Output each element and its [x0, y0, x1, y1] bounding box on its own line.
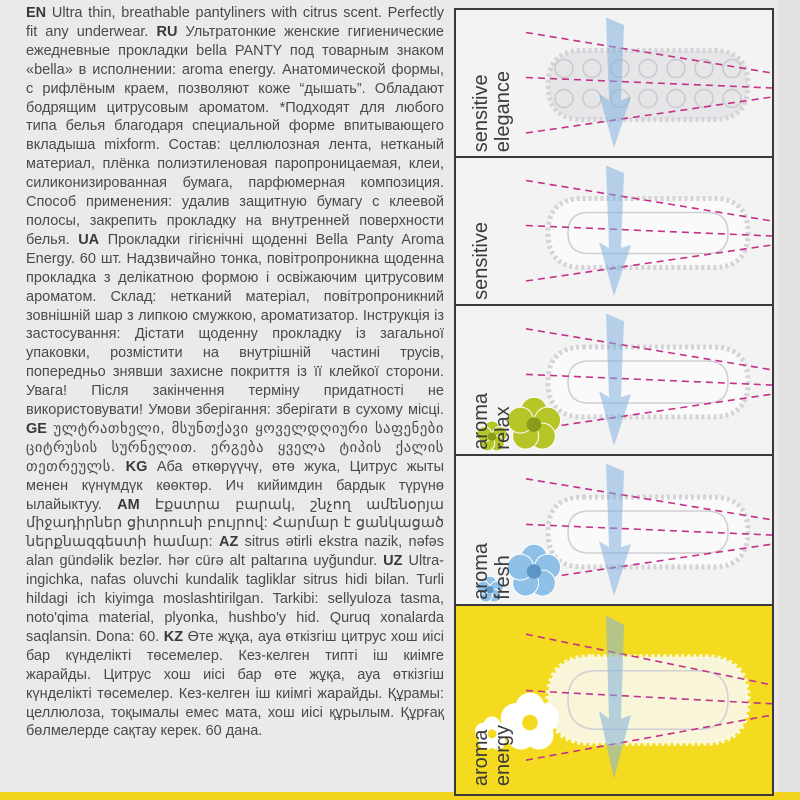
variant-panel-4 — [454, 454, 774, 610]
description-text-ru: Ультратонкие женские гигиенические ежедневные прокладки bella PANTY под товарным знаком «bella» в исполнении: aroma energy. Анатомической формы, с рифлёным краем, позволяют коже “дышать”. Обладают бодрящим цитрусовым ароматом. *Подходят для любого типа белья благодаря специальной форме впитывающего вкладыша mixform. Состав: целлюлозная лента, нетканый материал, плёнка полиэтиленовая паропроницаемая, клеи, силиконизированная бумага, парфюмерная композиция. Способ применения: удалив защитную бумагу с клеевой полосы, закрепить прокладку на внутренней поверхности белья. — [26, 23, 444, 248]
description-text-az: sitrus ətirli ekstra nazik, nəfəs alan gündəlik bezlər. hər cürə alt paltarına uyğundur. — [26, 534, 444, 570]
description-text-am: Էքստրա բարակ, շնչող ամենօրյա միջադիրներ ցիտրուսի բույրով: Հարմար է ցանկացած ներքնազգեստի համար: — [26, 496, 444, 551]
description-paragraph — [26, 4, 444, 741]
package-edge — [778, 0, 800, 800]
multilingual-description — [26, 4, 444, 741]
variant-label-line: sensitive — [470, 74, 492, 152]
description-text-ua: Прокладки гігієнічні щоденні Bella Panty Aroma Energy. 60 шт. Надзвичайно тонка, повітропроникна щоденна прокладка з делікатною формою і освіжаючим цитрусовим ароматом. Склад: нетканий матеріал, повітропроникний зовнішній шар з липкою смужкою, ароматизатор. Інструкція із застосування: Дістати щоденну прокладку із загальної упаковки, розмістити на внутрішній частині трусів, попередньо знявши захисне покриття із її клейкої сторони. Увага! Після закінчення терміну придатності не використовувати! Умови зберігання: зберігати в сухому місці. — [26, 231, 445, 419]
variant-label — [470, 393, 514, 450]
language-code-kz: KZ — [163, 628, 184, 645]
language-code-kg: KG — [125, 458, 148, 475]
variant-label — [470, 222, 492, 300]
description-text-kz: Өте жұқа, ауа өткізгіш цитрус хош иісі бар күнделікті төсемелер. Кез-келген типті іш киімге жарайды. Цитрус хош иісі бар өте жұқа, ауа өткізгіш күнделікті төсемелер. Кез-келген іш киімгі жарайды. Құрамы: целлюлоза, тоқымалы емес мата, хош иісі құрылым. Құрғақ бөлмелерде сақтау керек. 60 дана. — [26, 628, 444, 740]
variant-panel-2 — [454, 156, 774, 310]
language-code-ge: GE — [26, 420, 47, 437]
flower-icon — [507, 397, 560, 449]
description-text-en: Ultra thin, breathable pantyliners with citrus scent. Perfectly fit any underwear. — [26, 5, 444, 40]
variant-label — [470, 725, 514, 786]
product-variants-panel — [454, 8, 772, 792]
variant-label-line: aroma — [470, 393, 492, 450]
variant-label — [470, 543, 514, 600]
variant-label-line: relax — [492, 406, 514, 450]
description-text-kg: Аба өткөрүүчү, өтө жука, Цитрус жыты менен күнүмдүк көөктөр. Ич кийимдин бардык түрүнө ылайыктуу. — [26, 458, 444, 513]
variant-label-line: aroma — [470, 543, 492, 600]
language-code-ua: UA — [78, 231, 100, 248]
variant-panel-1 — [454, 8, 774, 162]
description-text-uz: Ultra-ingichka, nafas oluvchi kundalik tagliklar sitrus hidi bilan. Turli hildagi ich kiyimga moslashtirilgan. Tarkibi: sellyuloza tasma, noto'qima material, plyonka, hushbo'y hid. Quruq xonalarda saqlansin. Dona: 60. — [26, 553, 444, 645]
language-code-az: AZ — [219, 534, 239, 551]
variant-label-line: aroma — [470, 729, 492, 786]
language-code-en: EN — [26, 5, 47, 21]
description-text-ge: ულტრათხელი, მსუნთქავი ყოველდღიური საფენები ციტრუსის სურნელით. ერგება ყველა ტიპის ქალის თეთრეულს. — [26, 420, 444, 475]
variant-label — [470, 71, 514, 152]
pantyliner-shape — [548, 657, 748, 743]
pantyliner-illustration — [456, 158, 772, 308]
variant-label-line: elegance — [492, 70, 514, 152]
variant-label-line: sensitive — [470, 222, 492, 300]
language-code-uz: UZ — [383, 553, 403, 570]
language-code-am: AM — [117, 496, 140, 513]
variant-label-line: energy — [492, 724, 514, 786]
variant-panel-3 — [454, 304, 774, 460]
variant-label-line: fresh — [492, 555, 514, 600]
variant-panel-5 — [454, 604, 774, 796]
language-code-ru: RU — [156, 23, 178, 40]
